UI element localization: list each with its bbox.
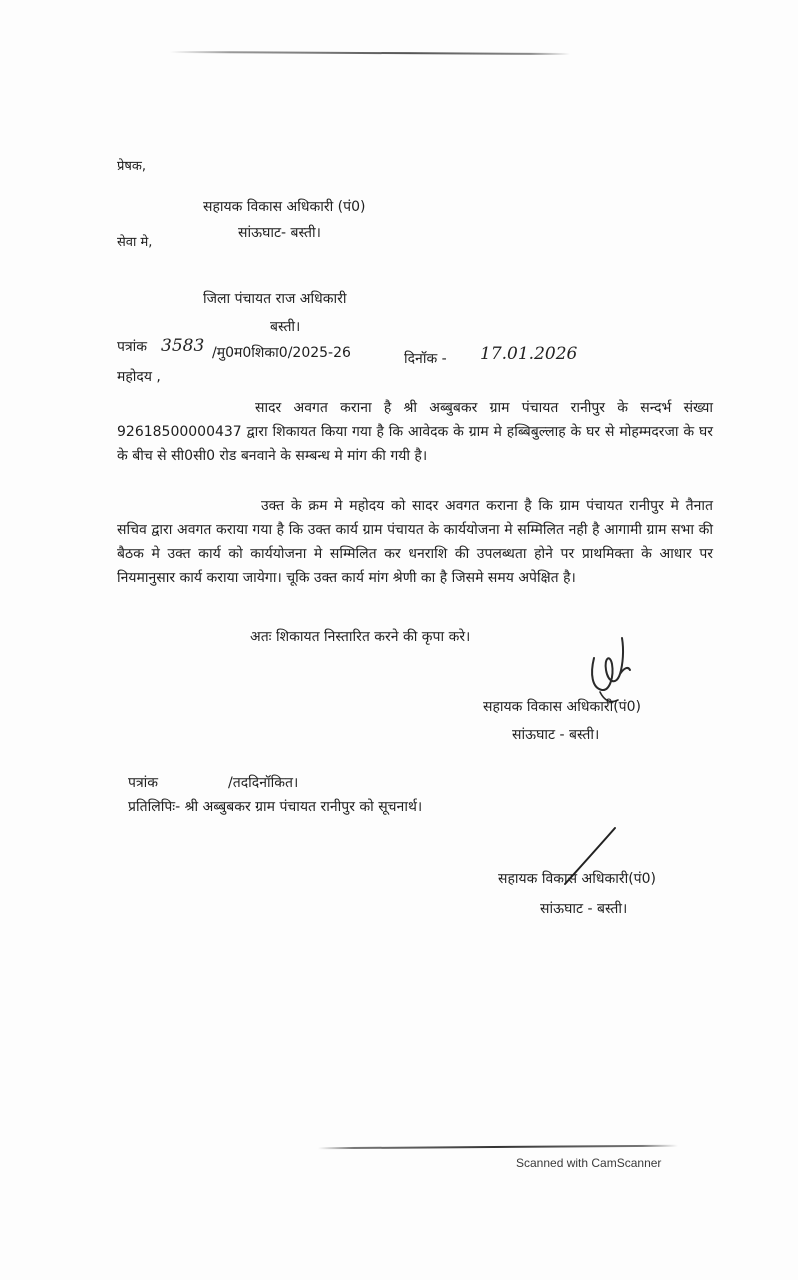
recipient-title: जिला पंचायत राज अधिकारी <box>203 291 347 307</box>
copy-cc-line: प्रतिलिपिः- श्री अब्बुबकर ग्राम पंचायत रानीपुर को सूचनार्थ। <box>128 799 423 815</box>
reference-code: /मु0म0शिका0/2025-26 <box>212 345 351 361</box>
sender-place: सांऊघाट- बस्ती। <box>238 225 321 241</box>
sender-label: प्रेषक, <box>117 159 147 174</box>
recipient-label: सेवा मे, <box>117 235 153 250</box>
date-handwritten: 17.01.2026 <box>480 344 578 364</box>
signature-2-place: सांऊघाट - बस्ती। <box>540 901 628 917</box>
body-paragraph-1: सादर अवगत कराना है श्री अब्बुबकर ग्राम पंचायत रानीपुर के सन्दर्भ संख्या 92618500000437 द्वारा शिकायत किया गया है कि आवेदक के ग्राम मे हब्बिबुल्लाह के घर से मोहम्मदरजा के घर के बीच से सी0सी0 रोड बनवाने के सम्बन्ध मे मांग की गयी है। <box>117 400 713 464</box>
scanner-watermark: Scanned with CamScanner <box>516 1156 662 1170</box>
copy-ref-label: पत्रांक <box>128 775 159 791</box>
signature-1-title: सहायक विकास अधिकारी(पं0) <box>483 699 641 715</box>
recipient-place: बस्ती। <box>270 319 301 335</box>
reference-number-handwritten: 3583 <box>161 336 205 356</box>
signature-2-title: सहायक विकास अधिकारी(पं0) <box>498 871 656 887</box>
bottom-edge-line <box>318 1145 678 1150</box>
request-line: अतः शिकायत निस्तारित करने की कृपा करे। <box>250 629 471 645</box>
copy-ref-suffix: /तददिनॉकित। <box>228 775 299 791</box>
salutation: महोदय , <box>117 369 161 385</box>
body-paragraph-2: उक्त के क्रम मे महोदय को सादर अवगत कराना है कि ग्राम पंचायत रानीपुर मे तैनात सचिव द्वारा अवगत कराया गया है कि उक्त कार्य ग्राम पंचायत के कार्ययोजना मे सम्मिलित नही है आगामी ग्राम सभा की बैठक मे उक्त कार्य को कार्ययोजना मे सम्मिलित कर धनराशि की उपलब्धता होने पर प्राथमिक्ता के आधार पर नियमानुसार कार्य कराया जायेगा। चूकि उक्त कार्य मांग श्रेणी का है जिसमे समय अपेक्षित है। <box>117 498 713 586</box>
signature-1-place: सांऊघाट - बस्ती। <box>512 727 600 743</box>
sender-title: सहायक विकास अधिकारी (पं0) <box>203 199 366 215</box>
date-label: दिनॉक - <box>404 351 447 367</box>
top-edge-line <box>170 51 570 55</box>
reference-prefix: पत्रांक <box>117 339 148 355</box>
